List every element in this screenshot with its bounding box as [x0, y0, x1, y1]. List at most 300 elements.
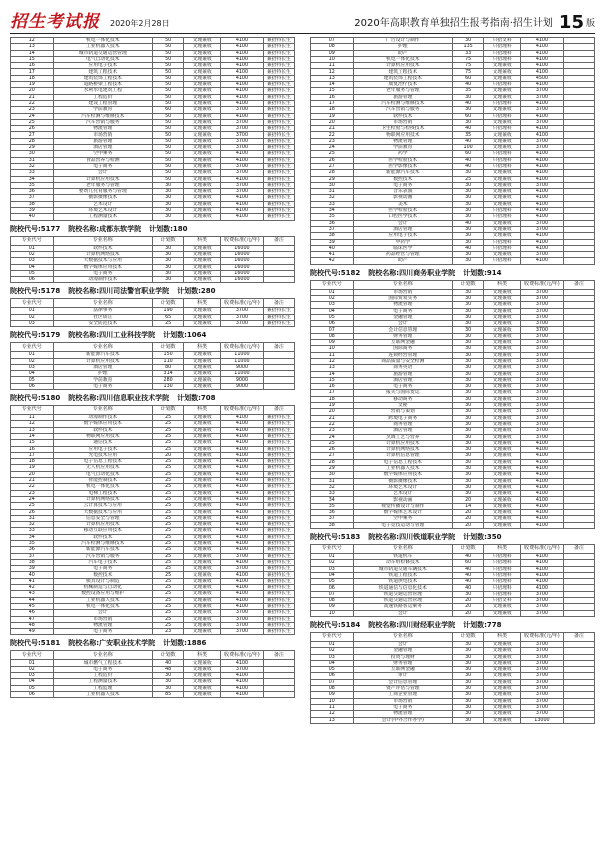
table-cell: 会计	[353, 220, 452, 226]
table-cell: 30	[453, 660, 484, 666]
table-cell: 17	[11, 69, 54, 75]
table-cell: 3700	[521, 384, 564, 390]
table-cell: 视觉传播设计与制作	[353, 503, 452, 509]
table-cell: 高速铁路客运乘务	[353, 604, 452, 610]
table-cell: 计算机信息管理	[353, 453, 452, 459]
table-cell: 50	[153, 176, 184, 182]
table-cell: 25	[11, 503, 54, 509]
table-cell: 会计	[353, 641, 452, 647]
table-cell: 旅游管理	[353, 371, 452, 377]
table-cell: 兼招特长生	[263, 119, 294, 125]
school-heading	[310, 268, 595, 278]
table-cell: 摄影摄像技术	[53, 195, 152, 201]
table-cell: 财务管理	[353, 333, 452, 339]
table-cell: 3700	[521, 119, 564, 125]
table-cell: 3700	[521, 660, 564, 666]
table-cell: 30	[453, 94, 484, 100]
table-cell: 28	[11, 138, 54, 144]
table-cell: 4100	[521, 472, 564, 478]
table-cell: 30	[453, 295, 484, 301]
table-cell: 4100	[521, 585, 564, 591]
table-cell: 文理兼收	[184, 503, 221, 509]
table-cell: 文理兼收	[184, 622, 221, 628]
table-cell: 4100	[521, 484, 564, 490]
table-cell: 60	[453, 75, 484, 81]
table-cell: 酒店管理	[353, 377, 452, 383]
table-cell: 08	[311, 598, 354, 604]
school-name: 院校名称:四川工业科技学院	[68, 331, 156, 340]
table-cell: 4100	[521, 459, 564, 465]
table-cell: 3700	[521, 610, 564, 616]
table-cell: 文理兼收	[184, 69, 221, 75]
table-cell: 文理兼收	[184, 314, 221, 320]
table-cell: 兼招特长生	[263, 534, 294, 540]
table-cell: 会计	[353, 610, 452, 616]
table-cell: 30	[453, 302, 484, 308]
column-header: 专业名称	[353, 544, 452, 553]
table-cell: 汽车营销与服务	[353, 107, 452, 113]
table-cell: 30	[453, 214, 484, 220]
table-cell: 4100	[221, 113, 264, 119]
table-cell: 4100	[221, 44, 264, 50]
table-cell: 4100	[521, 132, 564, 138]
table-cell: 兼招特长生	[263, 572, 294, 578]
table-cell: 兼招特长生	[263, 176, 294, 182]
table-cell: 商务管理	[353, 421, 452, 427]
column-header: 收费标准(元/年)	[221, 406, 264, 415]
column-header: 计划数	[153, 651, 184, 660]
table-cell: 4100	[521, 516, 564, 522]
table-cell: 安全防范技术	[53, 320, 152, 326]
table-cell: 42	[11, 585, 54, 591]
table-cell: 只招文科	[484, 38, 521, 44]
table-header-row	[311, 280, 595, 289]
table-cell: 40	[311, 245, 354, 251]
table-cell: 3700	[521, 377, 564, 383]
table-cell: 新能源汽车技术	[353, 170, 452, 176]
table-cell: 会计信息管理	[353, 327, 452, 333]
table-cell: 4100	[221, 427, 264, 433]
table-cell: 只招理科	[484, 44, 521, 50]
table-cell: 只招理科	[484, 56, 521, 62]
table-cell: 工程监理	[53, 685, 152, 691]
table-cell: 文理兼收	[184, 629, 221, 635]
table-cell: 43	[11, 591, 54, 597]
table-cell: 4100	[221, 591, 264, 597]
table-cell: 文理兼收	[184, 145, 221, 151]
table-cell: 40	[453, 245, 484, 251]
table-cell: 兼招特长生	[263, 88, 294, 94]
table-cell: 会计	[353, 321, 452, 327]
table-cell: 文理兼收	[484, 63, 521, 69]
table-cell: 文理兼收	[184, 383, 221, 389]
table-cell: 商品质量与安全检测	[353, 358, 452, 364]
table-cell: 兼招特长生	[263, 214, 294, 220]
table-cell: 兼招特长生	[263, 547, 294, 553]
table-cell: 兼招特长生	[263, 201, 294, 207]
table-cell: 兼招特长生	[263, 157, 294, 163]
table-cell: 计算机应用技术	[53, 522, 152, 528]
table-cell: 25	[153, 509, 184, 515]
table-cell: 文理兼收	[484, 704, 521, 710]
table-cell: 兼招特长生	[263, 528, 294, 534]
table-cell: 兼招特长生	[263, 585, 294, 591]
table-cell: 文理兼收	[184, 364, 221, 370]
table-cell: 19	[311, 403, 354, 409]
table-cell: 4100	[521, 176, 564, 182]
issue-date: 2020年2月28日	[110, 19, 170, 28]
table-cell: 艺术设计	[53, 201, 152, 207]
table-cell: 38	[11, 201, 54, 207]
table-cell: 文理兼收	[184, 308, 221, 314]
table-cell: 24	[311, 145, 354, 151]
table-cell: 27	[11, 132, 54, 138]
table-cell: 文理兼收	[484, 472, 521, 478]
table-cell: 兼招特长生	[263, 578, 294, 584]
table-cell: 4100	[521, 245, 564, 251]
table-cell: 兼招特长生	[263, 496, 294, 502]
table-cell: 16000	[221, 270, 264, 276]
table-cell: 33	[453, 50, 484, 56]
table-cell: 汽车检测与维修技术	[53, 113, 152, 119]
table-cell: 3700	[521, 667, 564, 673]
table-cell: 3700	[521, 421, 564, 427]
table-cell: 只招理科	[484, 126, 521, 132]
table-cell: 30	[453, 415, 484, 421]
table-cell: 文理兼收	[184, 578, 221, 584]
table-cell: 3700	[521, 371, 564, 377]
table-cell: 50	[153, 63, 184, 69]
table-cell: 05	[311, 667, 354, 673]
table-cell: 4100	[521, 239, 564, 245]
table-cell: 市场营销	[353, 119, 452, 125]
table-cell: 26	[11, 126, 54, 132]
table-cell: 04	[11, 371, 54, 377]
table-cell: 4100	[221, 433, 264, 439]
table-cell: 13	[11, 427, 54, 433]
table-cell: 60	[453, 113, 484, 119]
table-cell: 30	[311, 472, 354, 478]
table-cell: 30	[453, 409, 484, 415]
table-cell: 50	[153, 170, 184, 176]
table-cell: 18	[311, 396, 354, 402]
table-cell: 老年服务与管理	[53, 182, 152, 188]
table-cell: 文理兼收	[184, 94, 221, 100]
table-cell: 文理兼收	[184, 258, 221, 264]
table-cell: 4100	[521, 553, 564, 559]
table-cell: 30	[453, 698, 484, 704]
table-cell: 4100	[521, 491, 564, 497]
table-cell: 4100	[221, 176, 264, 182]
table-cell: 34	[311, 497, 354, 503]
table-cell: 3700	[221, 126, 264, 132]
table-cell: 4100	[521, 170, 564, 176]
table-cell: 18	[11, 75, 54, 81]
table-cell: 兼招特长生	[263, 69, 294, 75]
table-cell: 会计信息管理	[353, 679, 452, 685]
table-cell: 16000	[221, 277, 264, 283]
table-cell: 10	[311, 56, 354, 62]
table-cell: 30	[453, 308, 484, 314]
table-cell: 30	[453, 38, 484, 44]
table-cell: 计算机网络技术	[53, 496, 152, 502]
table-cell: 40	[153, 660, 184, 666]
table-cell: 光电技术应用	[53, 452, 152, 458]
table-cell: 22	[11, 100, 54, 106]
column-header: 科类	[184, 406, 221, 415]
table-cell: 33	[311, 201, 354, 207]
table-cell: 20	[453, 510, 484, 516]
table-cell: 工业机器人技术	[53, 597, 152, 603]
table-cell: 3700	[521, 686, 564, 692]
table-cell: 资产评估与管理	[353, 686, 452, 692]
table-cell: 9000	[221, 377, 264, 383]
table-cell: 应用电子技术	[353, 233, 452, 239]
table-cell: 3700	[221, 666, 264, 672]
table-cell: 9000	[221, 364, 264, 370]
table-cell: 04	[311, 308, 354, 314]
column-header: 计划数	[153, 406, 184, 415]
table-cell: 4100	[521, 447, 564, 453]
table-cell: 31	[311, 478, 354, 484]
table-cell: 60	[153, 107, 184, 113]
table-cell: 25	[153, 522, 184, 528]
table-row	[311, 610, 595, 616]
table-cell: 16	[11, 446, 54, 452]
table-cell: 09	[311, 604, 354, 610]
table-cell: 28	[311, 459, 354, 465]
table-cell: 文理兼收	[184, 691, 221, 697]
table-cell: 13	[11, 44, 54, 50]
table-cell: 3700	[521, 591, 564, 597]
table-cell	[563, 258, 594, 264]
table-cell: 铁道交通运营管理	[353, 591, 452, 597]
table-cell: 文理兼收	[184, 50, 221, 56]
table-cell: 25	[153, 320, 184, 326]
table-cell: 3700	[521, 107, 564, 113]
table-cell: 文理兼收	[184, 572, 221, 578]
column-header: 科类	[184, 343, 221, 352]
table-cell: 艺术设计	[353, 491, 452, 497]
table-cell: 20	[11, 88, 54, 94]
table-cell: 34	[11, 176, 54, 182]
table-cell: 只招理科	[484, 163, 521, 169]
table-cell: 32	[11, 163, 54, 169]
table-cell: 药学	[353, 151, 452, 157]
table-cell: 41	[311, 252, 354, 258]
table-cell: 数字媒体应用技术	[53, 421, 152, 427]
table-cell: 兼招特长生	[263, 515, 294, 521]
table-cell: 文理兼收	[184, 490, 221, 496]
table-cell: 烹调工艺与营养	[353, 434, 452, 440]
table-cell: 30	[453, 340, 484, 346]
table-cell: 15	[11, 56, 54, 62]
table-cell: 3700	[221, 314, 264, 320]
table-cell: 文理兼收	[184, 452, 221, 458]
school-plan: 计划数:708	[177, 394, 216, 403]
table-cell: 50	[153, 157, 184, 163]
table-cell: 文理兼收	[184, 88, 221, 94]
table-cell: 护理	[353, 44, 452, 50]
table-cell: 40	[11, 572, 54, 578]
table-cell: 文理兼收	[484, 75, 521, 81]
table-cell: 01	[311, 553, 354, 559]
table-cell: 只招理科	[484, 585, 521, 591]
table-cell: 4100	[221, 452, 264, 458]
table-cell: 20	[453, 604, 484, 610]
table-cell: 3700	[521, 308, 564, 314]
table-cell: 汽车检测与维修技术	[53, 541, 152, 547]
table-cell: 兼招特长生	[263, 553, 294, 559]
table-cell: 文理兼收	[484, 459, 521, 465]
table-cell: 文理兼收	[484, 673, 521, 679]
column-header: 专业名称	[353, 632, 452, 641]
table-cell: 4100	[221, 459, 264, 465]
table-cell: 13	[311, 75, 354, 81]
table-cell: 4100	[221, 195, 264, 201]
table-cell: 01	[311, 641, 354, 647]
table-cell: 42	[311, 258, 354, 264]
table-cell: 01	[11, 245, 54, 251]
table-cell: 20	[453, 497, 484, 503]
table-cell: 50	[153, 44, 184, 50]
table-cell: 计算机应用技术	[353, 63, 452, 69]
table-cell: 3700	[521, 302, 564, 308]
table-cell: 文理兼收	[484, 358, 521, 364]
table-cell: 物联网应用技术	[353, 132, 452, 138]
table-cell: 30	[153, 182, 184, 188]
table-cell: 25	[153, 427, 184, 433]
table-cell: 文理兼收	[184, 270, 221, 276]
table-cell: 4100	[221, 446, 264, 452]
column-header: 专业代号	[11, 406, 54, 415]
table-cell: 文理兼收	[184, 138, 221, 144]
table-cell: 9000	[221, 383, 264, 389]
table-cell: 3700	[521, 321, 564, 327]
table-cell: 智能控制技术	[53, 478, 152, 484]
table-cell: 只招理科	[484, 151, 521, 157]
table-cell: 电子竞技运动与管理	[353, 522, 452, 528]
table-cell: 34	[311, 208, 354, 214]
table-cell: 文理兼收	[484, 648, 521, 654]
table-cell: 3700	[521, 94, 564, 100]
table-cell: 30	[153, 201, 184, 207]
table-cell: 兼招特长生	[263, 100, 294, 106]
table-cell: 4100	[221, 685, 264, 691]
table-cell: 30	[453, 119, 484, 125]
table-cell: 文理兼收	[184, 157, 221, 163]
table-cell: 文理兼收	[484, 377, 521, 383]
table-cell: 文理兼收	[484, 321, 521, 327]
school-name: 院校名称:广安职业技术学院	[68, 639, 156, 648]
table-cell: 学前教育	[53, 377, 152, 383]
table-cell: 只招文科	[484, 598, 521, 604]
table-cell: 35	[453, 88, 484, 94]
table-cell: 文理兼收	[484, 365, 521, 371]
table-cell	[563, 522, 594, 528]
table-cell: 兼招特长生	[263, 597, 294, 603]
table-cell: 文理兼收	[484, 138, 521, 144]
table-cell: 25	[153, 591, 184, 597]
table-cell: 3700	[521, 711, 564, 717]
table-cell: 文理兼收	[184, 566, 221, 572]
table-cell: 4100	[521, 151, 564, 157]
column-header: 专业名称	[53, 299, 152, 308]
table-cell: 06	[11, 277, 54, 283]
table-cell: 06	[11, 691, 54, 697]
table-cell: 17	[311, 390, 354, 396]
table-cell: 美术	[353, 201, 452, 207]
table-cell: 只招理科	[484, 157, 521, 163]
table-cell: 46	[11, 610, 54, 616]
column-header: 专业代号	[11, 343, 54, 352]
table-cell: 文理兼收	[184, 38, 221, 44]
table-cell: 30	[453, 453, 484, 459]
table-cell: 兼招特长生	[263, 151, 294, 157]
table-cell: 电子商务	[53, 383, 152, 389]
table-cell: 25	[153, 541, 184, 547]
table-cell: 25	[153, 610, 184, 616]
table-cell: 30	[453, 182, 484, 188]
table-cell: 护理	[53, 371, 152, 377]
table-cell: 只招理科	[484, 553, 521, 559]
table-cell: 02	[311, 560, 354, 566]
table-cell: 只招理科	[484, 579, 521, 585]
table-header-row	[311, 544, 595, 553]
table-cell: 4100	[521, 233, 564, 239]
table-cell: 40	[11, 214, 54, 220]
table-cell: 44	[11, 597, 54, 603]
table-cell: 11000	[221, 358, 264, 364]
table-cell: 兼招特长生	[263, 94, 294, 100]
table-cell: 铁道交通运营管理	[353, 598, 452, 604]
table-cell: 4100	[521, 478, 564, 484]
table-cell: 兼招特长生	[263, 522, 294, 528]
table-cell: 文理兼收	[484, 176, 521, 182]
table-cell: 药品经营与管理	[353, 252, 452, 258]
table-cell: 移动互联应用技术	[53, 528, 152, 534]
table-cell: 文理兼收	[484, 302, 521, 308]
table-cell: 3700	[521, 598, 564, 604]
table-cell: 文理兼收	[484, 94, 521, 100]
table-cell: 兼招特长生	[263, 208, 294, 214]
table-cell: 只招理科	[484, 100, 521, 106]
table-cell: 文理兼收	[184, 151, 221, 157]
table-cell: 只招理科	[484, 245, 521, 251]
table-cell: 30	[453, 170, 484, 176]
table-cell: 30	[153, 264, 184, 270]
table-cell: 只招理科	[484, 239, 521, 245]
table-cell: 兼招特长生	[263, 126, 294, 132]
table-cell: 软件技术	[53, 427, 152, 433]
table-cell: 30	[453, 686, 484, 692]
table-cell: 酒店管理	[53, 364, 152, 370]
table-cell: 4100	[521, 69, 564, 75]
table-cell: 25	[153, 446, 184, 452]
table-cell: 文理兼收	[484, 289, 521, 295]
table-cell: 文理兼收	[484, 428, 521, 434]
column-header: 科类	[184, 236, 221, 245]
table-cell: 康复治疗技术	[353, 82, 452, 88]
column-header: 专业名称	[53, 343, 152, 352]
table-cell: 兼招特长生	[263, 471, 294, 477]
table-cell: 4100	[221, 151, 264, 157]
table-cell: 12	[311, 711, 354, 717]
table-cell: 03	[311, 302, 354, 308]
table-cell: 金融管理	[353, 314, 452, 320]
table-cell: 3700	[521, 648, 564, 654]
table-cell: 文理兼收	[184, 277, 221, 283]
